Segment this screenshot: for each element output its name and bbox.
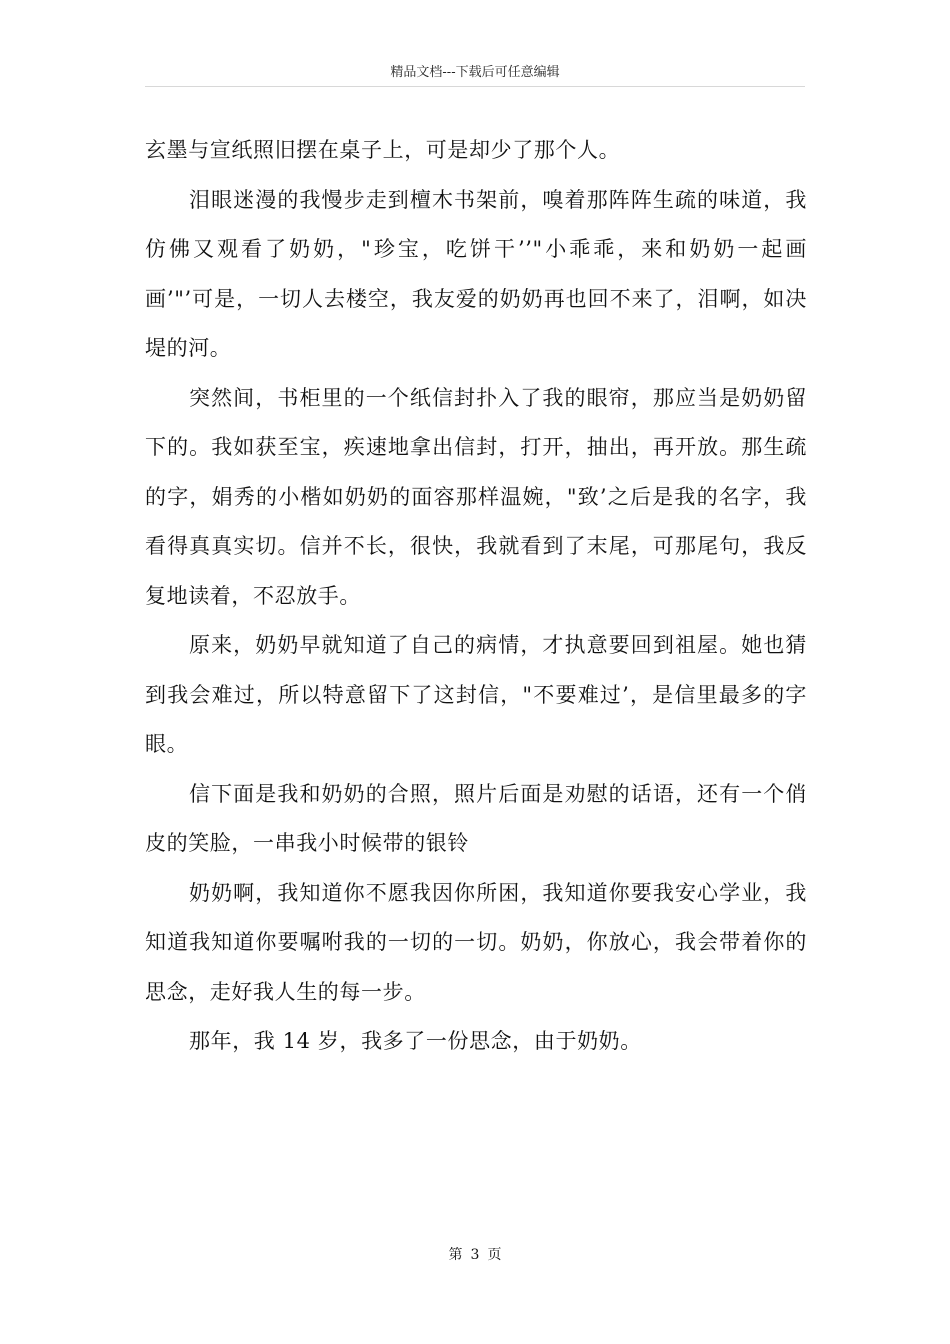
page-header: 精品文档---下载后可任意编辑 (390, 65, 560, 80)
paragraph: 突然间，书柜里的一个纸信封扑入了我的眼帘，那应当是奶奶留下的。我如获至宝，疾速地拿出信封，打开，抽出，再开放。那生疏的字，娟秀的小楷如奶奶的面容那样温婉，"致’之后是我的名字，我看得真真实切。信并不长，很快，我就看到了末尾，可那尾句，我反复地读着，不忍放手。 (145, 385, 807, 608)
paragraph: 原来，奶奶早就知道了自己的病情，才执意要回到祖屋。她也猜到我会难过，所以特意留下了这封信，"不要难过’，是信里最多的字眼。 (145, 633, 807, 756)
document-body (145, 126, 807, 1067)
paragraph: 泪眼迷漫的我慢步走到檀木书架前，嗅着那阵阵生疏的味道，我仿佛又观看了奶奶，"珍宝，吃饼干’’"小乖乖，来和奶奶一起画画’"’可是，一切人去楼空，我友爱的奶奶再也回不来了，泪啊，如决堤的河。 (145, 187, 807, 360)
paragraph: 奶奶啊，我知道你不愿我因你所困，我知道你要我安心学业，我知道我知道你要嘱咐我的一切的一切。奶奶，你放心，我会带着你的思念，走好我人生的每一步。 (145, 880, 807, 1004)
page-footer (0, 1246, 950, 1264)
paragraph: 玄墨与宣纸照旧摆在桌子上，可是却少了那个人。 (145, 138, 621, 162)
paragraph: 信下面是我和奶奶的合照，照片后面是劝慰的话语，还有一个俏皮的笑脸，一串我小时候带的银铃 (145, 781, 807, 855)
page-number-suffix: 页 (487, 1247, 502, 1263)
page-number: 3 (470, 1247, 480, 1263)
header-divider (145, 86, 805, 87)
paragraph: 那年，我 14 岁，我多了一份思念，由于奶奶。 (189, 1029, 642, 1053)
page-number-prefix: 第 (448, 1247, 463, 1263)
